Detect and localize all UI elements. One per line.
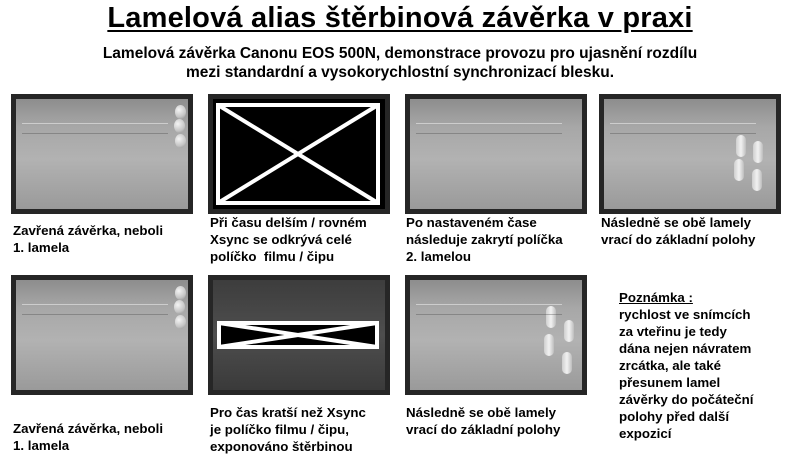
slit-diagram [213,280,385,390]
shutter-blade-edge [752,169,762,191]
shutter-latch [174,119,185,133]
shutter-blade-edge [564,320,574,342]
note-line: zrcátka, ale také [619,358,722,373]
shutter-photo-slit [208,275,390,395]
shutter-blade-edge [734,159,744,181]
shutter-latch [175,134,186,148]
shutter-photo-closed [11,94,193,214]
subtitle-line: Lamelová závěrka Canonu EOS 500N, demonstrace provozu pro ujasnění rozdílu [102,45,698,62]
caption-panel-1: Zavřená závěrka, neboli 1. lamela [13,223,164,255]
shutter-latch [175,315,186,329]
note-line: přesunem lamel [619,375,721,390]
shutter-photo-reset-2 [405,275,587,395]
subtitle [0,44,800,82]
shutter-photo-closed-2 [11,275,193,395]
caption-panel-4: Následně se obě lamely vrací do základní polohy [601,215,756,247]
shutter-blade-edge [544,334,554,356]
shutter-blade-edge [562,352,572,374]
subtitle-line: mezi standardní a vysokorychlostní synchronizací blesku. [185,64,615,81]
note-line: rychlost ve snímcích [619,307,751,322]
shutter-latch [175,286,186,300]
caption-panel-3: Po nastaveném čase následuje zakrytí políčka 2. lamelou [406,215,563,264]
note-line: expozicí [619,426,672,441]
shutter-blade-edge [753,141,763,163]
note-heading: Poznámka : [619,290,693,305]
note-box [619,289,794,442]
caption-panel-6: Pro čas kratší než Xsync je políčko filmu / čipu, exponováno štěrbinou [210,405,366,454]
shutter-photo-open [208,94,390,214]
note-line: za vteřinu je tedy [619,324,727,339]
caption-panel-2: Při času delším / rovném Xsync se odkrývá celé políčko filmu / čipu [210,215,367,264]
shutter-blade-edge [736,135,746,157]
caption-panel-7: Následně se obě lamely vrací do základní polohy [406,405,561,437]
page-title: Lamelová alias štěrbinová závěrka v praxi [107,2,693,34]
shutter-photo-reset [599,94,781,214]
shutter-photo-second-curtain [405,94,587,214]
note-line: dána nejen návratem [619,341,752,356]
open-frame-diagram [213,99,385,209]
note-line: polohy před další [619,409,730,424]
shutter-latch [175,105,186,119]
note-line: závěrky do počáteční [619,392,754,407]
shutter-blade-edge [546,306,556,328]
shutter-latch [174,300,185,314]
caption-panel-5: Zavřená závěrka, neboli 1. lamela [13,421,164,453]
